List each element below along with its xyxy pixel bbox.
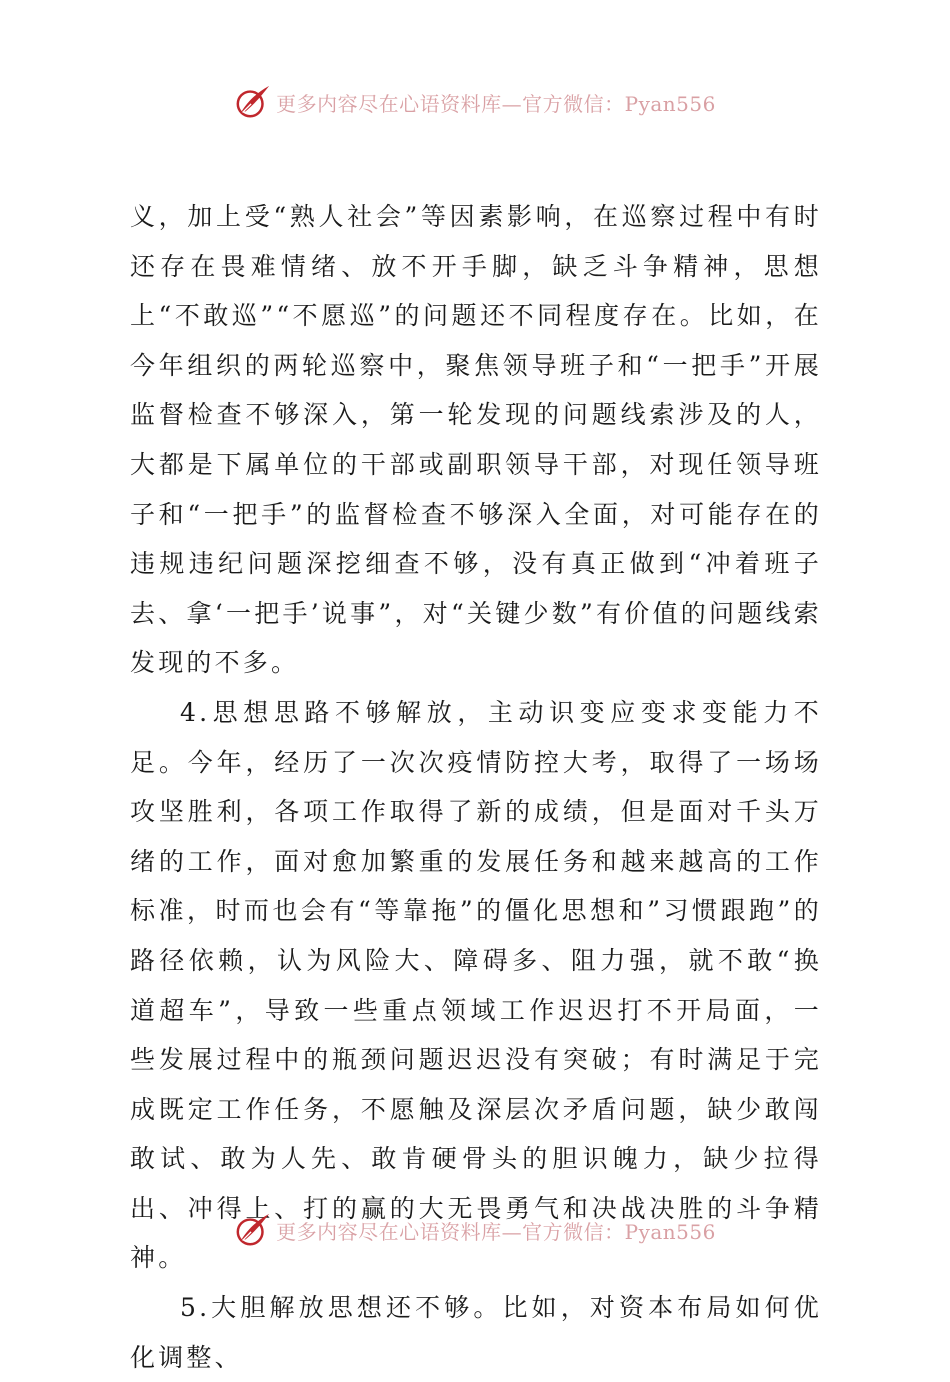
paragraph-item-5: 5.大胆解放思想还不够。比如，对资本布局如何优化调整、 [130, 1293, 822, 1372]
header-watermark-text: 更多内容尽在心语资料库—官方微信：Pyan556 [276, 91, 716, 116]
document-body [130, 192, 822, 1382]
quill-pen-logo-icon [234, 1211, 272, 1249]
paragraph-continuation: 义，加上受“熟人社会”等因素影响，在巡察过程中有时还存在畏难情绪、放不开手脚，缺乏斗争精神，思想上“不敢巡”“不愿巡”的问题还不同程度存在。比如，在今年组织的两轮巡察中，聚焦领导班子和“一把手”开展监督检查不够深入，第一轮发现的问题线索涉及的人，大都是下属单位的干部或副职领导干部，对现任领导班子和“一把手”的监督检查不够深入全面，对可能存在的违规违纪问题深挖细查不够，没有真正做到“冲着班子去、拿‘一把手’说事”，对“关键少数”有价值的问题线索发现的不多。 [130, 202, 822, 678]
header-watermark [0, 80, 950, 124]
footer-watermark-text: 更多内容尽在心语资料库—官方微信：Pyan556 [276, 1219, 716, 1244]
paragraph-item-4: 4.思想思路不够解放，主动识变应变求变能力不足。今年，经历了一次次疫情防控大考，取得了一场场攻坚胜利，各项工作取得了新的成绩，但是面对千头万绪的工作，面对愈加繁重的发展任务和越来越高的工作标准，时而也会有“等靠拖”的僵化思想和”习惯跟跑”的路径依赖，认为风险大、障碍多、阻力强，就不敢“换道超车”，导致一些重点领域工作迟迟打不开局面，一些发展过程中的瓶颈问题迟迟没有突破；有时满足于完成既定工作任务，不愿触及深层次矛盾问题，缺少敢闯敢试、敢为人先、敢肯硬骨头的胆识魄力，缺少拉得出、冲得上、打的赢的大无畏勇气和决战决胜的斗争精神。 [130, 697, 822, 1273]
quill-pen-logo-icon [234, 83, 272, 121]
footer-watermark [0, 1208, 950, 1252]
